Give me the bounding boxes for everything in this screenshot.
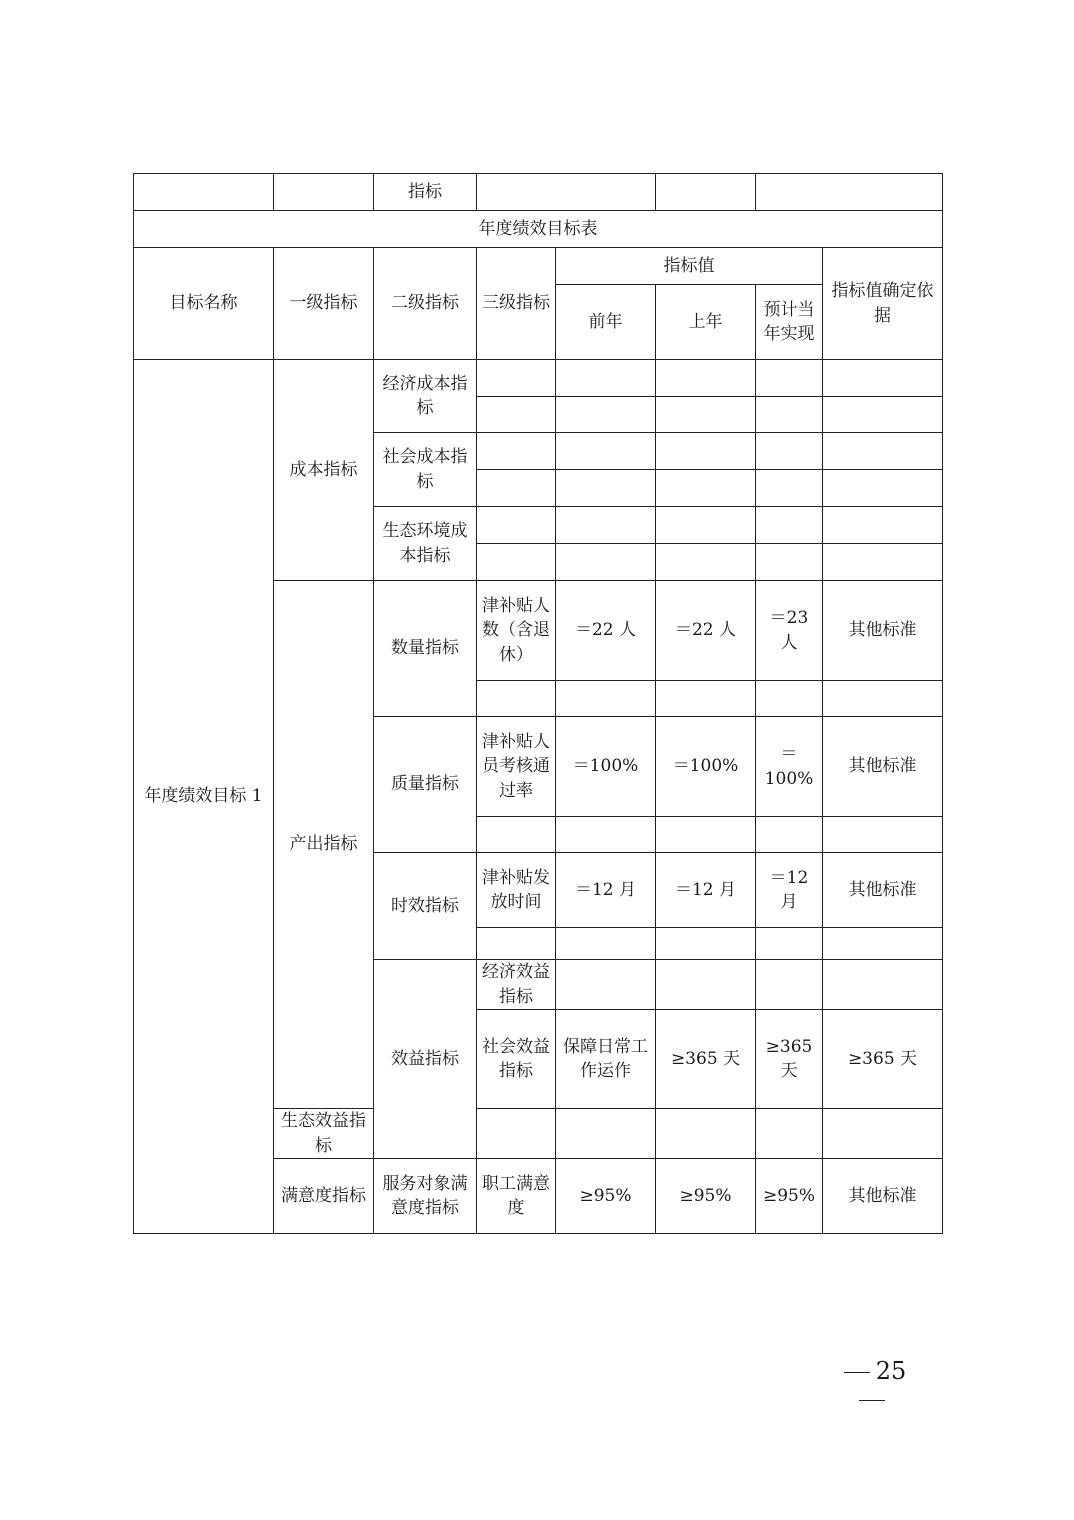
cell-empty [823, 544, 943, 581]
cell-empty [477, 544, 556, 581]
level2-timeliness: 时效指标 [374, 853, 477, 960]
cell-empty [134, 174, 274, 211]
header-level3: 三级指标 [477, 248, 556, 360]
header-basis: 指标值确定依据 [823, 248, 943, 360]
cell-empty [823, 397, 943, 433]
cell-empty [756, 817, 823, 853]
cell-empty [556, 960, 656, 1010]
cell-empty [823, 681, 943, 717]
carryover-row [134, 174, 943, 211]
value-prev-year: ≥365 天 [656, 1010, 756, 1109]
table-title: 年度绩效目标表 [134, 211, 943, 248]
value-basis: 其他标准 [823, 1159, 943, 1234]
cell-empty [656, 544, 756, 581]
level2-social-cost: 社会成本指标 [374, 433, 477, 507]
cell-empty [823, 433, 943, 470]
cell-empty [477, 817, 556, 853]
cell-empty [656, 360, 756, 397]
cell-empty [477, 507, 556, 544]
value-basis: 其他标准 [823, 853, 943, 928]
cell-empty [477, 470, 556, 507]
value-prev-year: ＝100% [556, 717, 656, 817]
cell-empty [274, 174, 374, 211]
cell-empty [477, 928, 556, 960]
cell-empty [823, 507, 943, 544]
level3-quantity: 津补贴人数（含退休） [477, 581, 556, 681]
cell-empty [656, 174, 756, 211]
dash-right [859, 1400, 885, 1401]
cell-empty [556, 433, 656, 470]
cell-empty [477, 433, 556, 470]
cell-empty [556, 681, 656, 717]
cell-empty [477, 681, 556, 717]
table-row [134, 360, 943, 397]
level1-satisfaction: 满意度指标 [274, 1159, 374, 1234]
cell-empty [656, 507, 756, 544]
cell-empty [656, 470, 756, 507]
cell-empty [656, 397, 756, 433]
carryover-level2: 指标 [374, 174, 477, 211]
cell-empty [477, 174, 656, 211]
header-indicator-value: 指标值 [556, 248, 823, 285]
value-last-year: ＝100% [656, 717, 756, 817]
value-last-year: ≥365 天 [756, 1010, 823, 1109]
page-number-text: 25 [875, 1357, 907, 1385]
cell-empty [756, 174, 943, 211]
cell-empty [556, 397, 656, 433]
cell-empty [756, 928, 823, 960]
cell-empty [477, 360, 556, 397]
value-basis: 其他标准 [823, 581, 943, 681]
goal-name-cell: 年度绩效目标 1 [134, 360, 274, 1234]
cell-empty [656, 928, 756, 960]
value-expected: ≥365 天 [823, 1010, 943, 1109]
level2-quantity: 数量指标 [374, 581, 477, 717]
value-prev-year: ＝12 月 [556, 853, 656, 928]
cell-empty [556, 360, 656, 397]
header-expected: 预计当年实现 [756, 285, 823, 360]
cell-empty [823, 1109, 943, 1159]
value-expected: ＝23 人 [756, 581, 823, 681]
cell-empty [656, 960, 756, 1010]
cell-empty [823, 470, 943, 507]
level3-timeliness: 津补贴发放时间 [477, 853, 556, 928]
header-prev-year: 前年 [556, 285, 656, 360]
value-last-year: ＝22 人 [656, 581, 756, 681]
cell-empty [756, 360, 823, 397]
page-number [820, 1357, 924, 1413]
level1-cost: 成本指标 [274, 360, 374, 581]
cell-empty [756, 681, 823, 717]
cell-empty [756, 1109, 823, 1159]
header-level1: 一级指标 [274, 248, 374, 360]
level2-quality: 质量指标 [374, 717, 477, 853]
cell-empty [556, 507, 656, 544]
value-last-year: ＝12 月 [656, 853, 756, 928]
level2-economic-benefit: 经济效益指标 [477, 960, 556, 1010]
level2-social-benefit: 社会效益指标 [477, 1010, 556, 1109]
level1-benefit: 效益指标 [374, 960, 477, 1159]
level3-satisfaction: 职工满意度 [477, 1159, 556, 1234]
cell-empty [656, 1109, 756, 1159]
level3-quality: 津补贴人员考核通过率 [477, 717, 556, 817]
cell-empty [556, 1109, 656, 1159]
value-expected: ＝ 100% [756, 717, 823, 817]
header-row [134, 248, 943, 285]
cell-empty [756, 433, 823, 470]
value-prev-year: ＝22 人 [556, 581, 656, 681]
header-level2: 二级指标 [374, 248, 477, 360]
header-last-year: 上年 [656, 285, 756, 360]
dash-left [844, 1372, 870, 1373]
cell-empty [656, 817, 756, 853]
cell-empty [556, 544, 656, 581]
cell-empty [477, 397, 556, 433]
title-row [134, 211, 943, 248]
level2-economic-cost: 经济成本指标 [374, 360, 477, 433]
cell-empty [823, 817, 943, 853]
level2-satisfaction: 服务对象满意度指标 [374, 1159, 477, 1234]
value-last-year: ≥95% [656, 1159, 756, 1234]
cell-empty [756, 544, 823, 581]
cell-empty [656, 433, 756, 470]
value-prev-year: ≥95% [556, 1159, 656, 1234]
cell-empty [823, 360, 943, 397]
performance-target-table [133, 173, 943, 1234]
cell-empty [823, 960, 943, 1010]
cell-empty [556, 470, 656, 507]
cell-empty [823, 928, 943, 960]
level2-ecological-benefit: 生态效益指标 [274, 1109, 374, 1159]
value-basis: 其他标准 [823, 717, 943, 817]
cell-empty [756, 397, 823, 433]
level1-output: 产出指标 [274, 581, 374, 1109]
level2-eco-env-cost: 生态环境成本指标 [374, 507, 477, 581]
value-expected: ≥95% [756, 1159, 823, 1234]
cell-empty [756, 960, 823, 1010]
cell-empty [656, 681, 756, 717]
level3-social-benefit: 保障日常工作运作 [556, 1010, 656, 1109]
header-goal-name: 目标名称 [134, 248, 274, 360]
cell-empty [756, 507, 823, 544]
value-expected: ＝12 月 [756, 853, 823, 928]
cell-empty [756, 470, 823, 507]
cell-empty [477, 1109, 556, 1159]
cell-empty [556, 817, 656, 853]
cell-empty [556, 928, 656, 960]
